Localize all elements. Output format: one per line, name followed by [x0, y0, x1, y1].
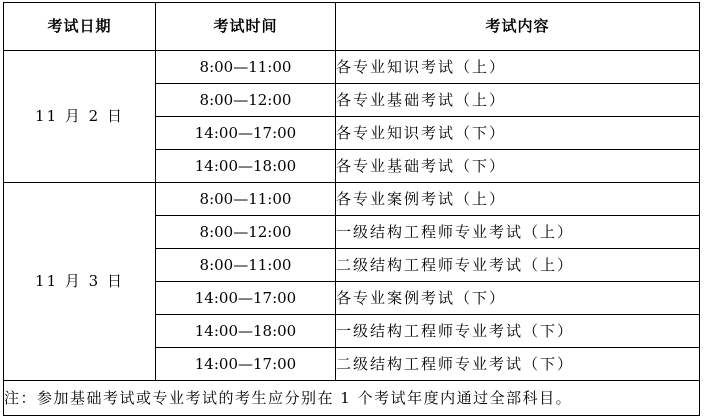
exam-content-cell: 各专业基础考试（上） [336, 84, 700, 117]
exam-content-cell: 各专业知识考试（下） [336, 117, 700, 150]
exam-time-cell: 14:00—18:00 [156, 315, 336, 348]
exam-content-cell: 各专业案例考试（上） [336, 183, 700, 216]
exam-date-cell: 11 月 2 日 [4, 51, 156, 183]
exam-time-cell: 14:00—17:00 [156, 348, 336, 381]
exam-content-cell: 一级结构工程师专业考试（上） [336, 216, 700, 249]
header-exam-content: 考试内容 [336, 3, 700, 51]
exam-time-cell: 14:00—17:00 [156, 117, 336, 150]
table-row [4, 183, 700, 216]
exam-time-cell: 8:00—12:00 [156, 216, 336, 249]
header-exam-date: 考试日期 [4, 3, 156, 51]
exam-time-cell: 14:00—17:00 [156, 282, 336, 315]
header-row [4, 3, 700, 51]
exam-content-cell: 二级结构工程师专业考试（下） [336, 348, 700, 381]
exam-time-cell: 8:00—12:00 [156, 84, 336, 117]
exam-content-cell: 各专业案例考试（下） [336, 282, 700, 315]
exam-time-cell: 8:00—11:00 [156, 183, 336, 216]
exam-time-cell: 8:00—11:00 [156, 51, 336, 84]
footnote: 注：参加基础考试或专业考试的考生应分别在 1 个考试年度内通过全部科目。 [4, 381, 700, 416]
exam-content-cell: 各专业知识考试（上） [336, 51, 700, 84]
note-row [4, 381, 700, 416]
exam-date-cell: 11 月 3 日 [4, 183, 156, 381]
exam-content-cell: 各专业基础考试（下） [336, 150, 700, 183]
exam-time-cell: 8:00—11:00 [156, 249, 336, 282]
exam-content-cell: 二级结构工程师专业考试（上） [336, 249, 700, 282]
exam-schedule-table [3, 2, 700, 416]
exam-content-cell: 一级结构工程师专业考试（下） [336, 315, 700, 348]
table-row [4, 51, 700, 84]
exam-time-cell: 14:00—18:00 [156, 150, 336, 183]
header-exam-time: 考试时间 [156, 3, 336, 51]
